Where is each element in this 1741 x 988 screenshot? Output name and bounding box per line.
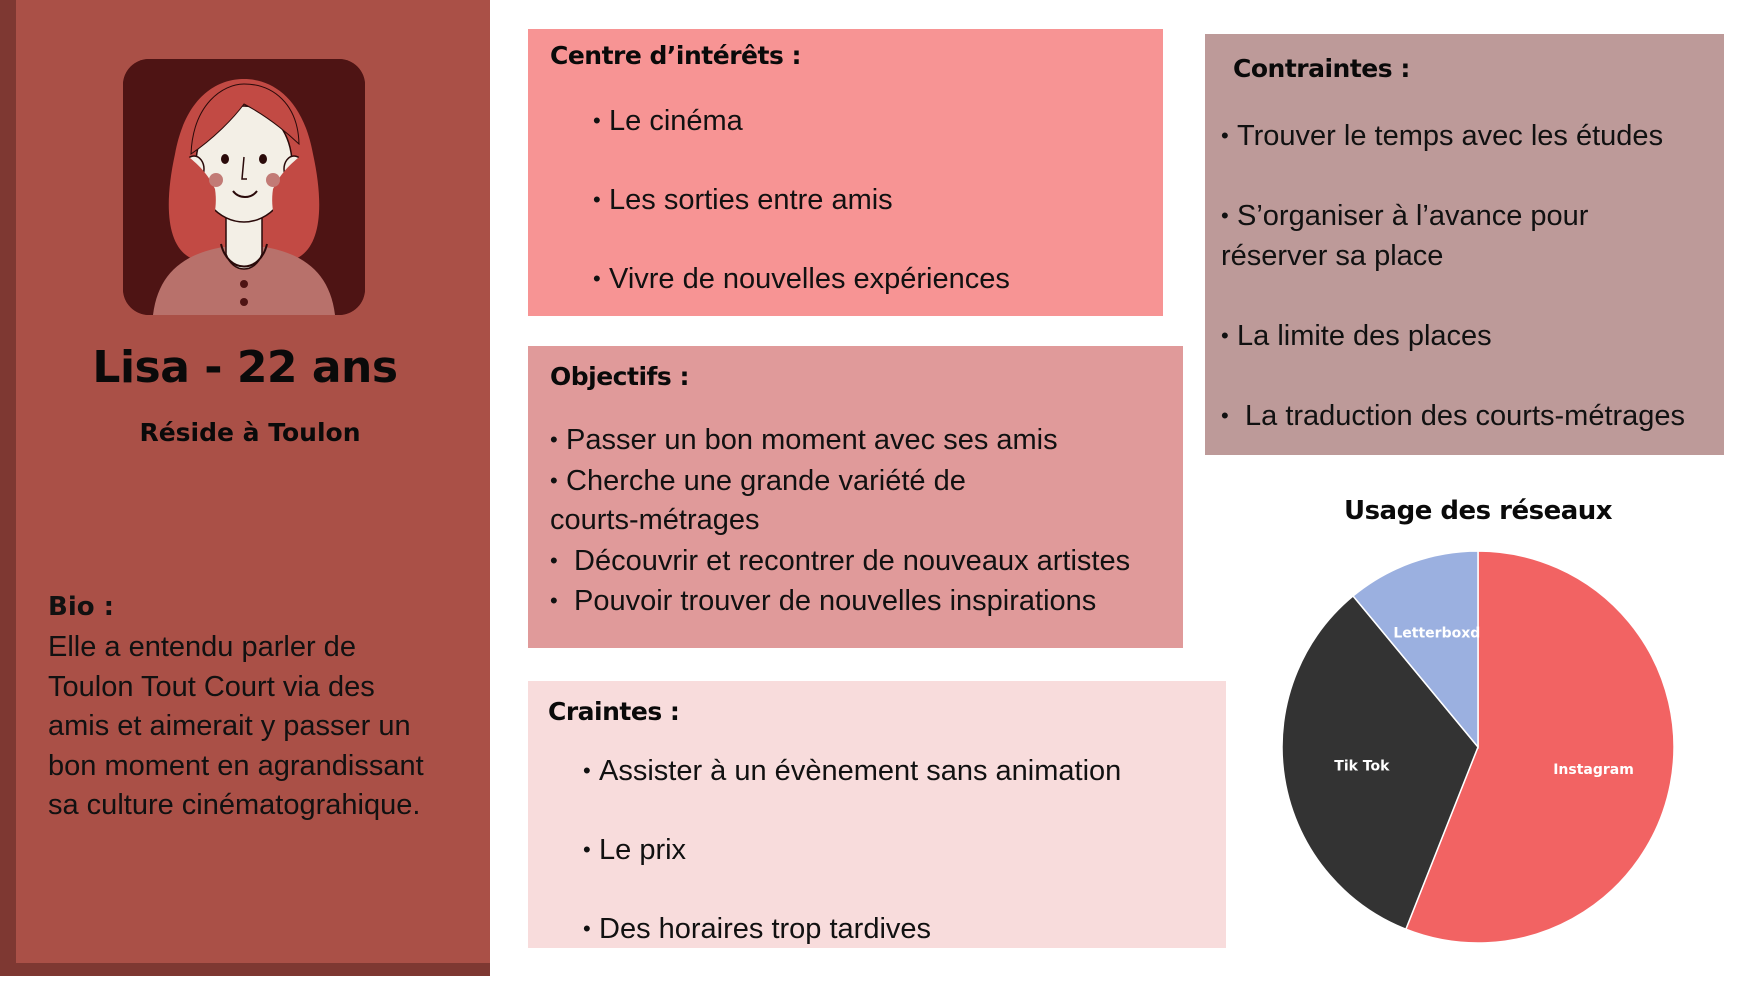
list-item-continuation: réserver sa place: [1221, 239, 1444, 272]
bullet-icon: •: [1221, 402, 1229, 428]
bullet-icon: •: [593, 266, 601, 291]
bullet-icon: •: [550, 588, 558, 613]
bullet-icon: •: [550, 427, 558, 452]
list-item: • Assister à un évènement sans animation: [583, 751, 1121, 830]
bullet-icon: •: [583, 758, 591, 783]
chart-title: Usage des réseaux: [1343, 496, 1613, 526]
goals-card: [528, 346, 1183, 648]
bullet-icon: •: [583, 837, 591, 862]
persona-location: Réside à Toulon: [139, 418, 361, 447]
list-item: • La limite des places: [1221, 316, 1685, 357]
list-item: • Découvrir et recontrer de nouveaux artistes: [550, 541, 1130, 582]
interests-heading: Centre d’intérêts :: [550, 41, 802, 70]
goals-heading: Objectifs :: [550, 362, 689, 391]
list-item: • Passer un bon moment avec ses amis: [550, 420, 1130, 461]
interests-list: [593, 101, 1010, 338]
list-item: • Vivre de nouvelles expériences: [593, 259, 1010, 338]
list-item: • Trouver le temps avec les études: [1221, 116, 1685, 157]
bullet-icon: •: [593, 187, 601, 212]
bullet-icon: •: [1221, 123, 1229, 148]
bullet-icon: •: [593, 108, 601, 133]
bio-line: bon moment en agrandissant: [48, 749, 424, 782]
list-item: • Pouvoir trouver de nouvelles inspirations: [550, 581, 1130, 622]
persona-name: Lisa - 22 ans: [92, 342, 398, 393]
fears-heading: Craintes :: [548, 697, 680, 726]
bio-line: Elle a entendu parler de: [48, 631, 356, 663]
bio-heading: Bio :: [48, 592, 115, 622]
bio-text: [48, 628, 478, 826]
persona-panel: [0, 0, 490, 976]
avatar: [123, 59, 365, 315]
pie-chart: [1250, 490, 1710, 970]
list-item-continuation: courts-métrages: [550, 504, 760, 536]
fears-list: [583, 751, 1121, 988]
list-item: • Le cinéma: [593, 101, 1010, 180]
pie-label: Instagram: [1553, 762, 1634, 779]
fears-card: [528, 681, 1226, 948]
list-item: • Cherche une grande variété de: [550, 461, 1130, 502]
list-item: • Des horaires trop tardives: [583, 909, 1121, 988]
pie-label: Letterboxd: [1393, 625, 1481, 642]
bio-line: amis et aimerait y passer un: [48, 710, 411, 742]
list-item: • Le prix: [583, 830, 1121, 909]
list-item: • S’organiser à l’avance pour: [1221, 196, 1685, 237]
bullet-icon: •: [550, 467, 558, 493]
constraints-card: [1205, 34, 1724, 455]
interests-card: [528, 29, 1163, 316]
constraints-list: [1221, 116, 1685, 476]
social-usage-chart: [1250, 490, 1710, 970]
bullet-icon: •: [583, 916, 591, 941]
bullet-icon: •: [1221, 203, 1229, 228]
constraints-heading: Contraintes :: [1233, 54, 1410, 83]
avatar-illustration-icon: [123, 59, 365, 315]
bullet-icon: •: [1221, 322, 1229, 348]
pie-label: Tik Tok: [1334, 758, 1390, 775]
bio-line: Toulon Tout Court via des: [48, 670, 375, 703]
list-item: • Les sorties entre amis: [593, 180, 1010, 259]
goals-list: [550, 420, 1130, 622]
bullet-icon: •: [550, 547, 558, 573]
bio-line: sa culture cinématograhique.: [48, 789, 421, 821]
list-item: • La traduction des courts-métrages: [1221, 396, 1685, 437]
